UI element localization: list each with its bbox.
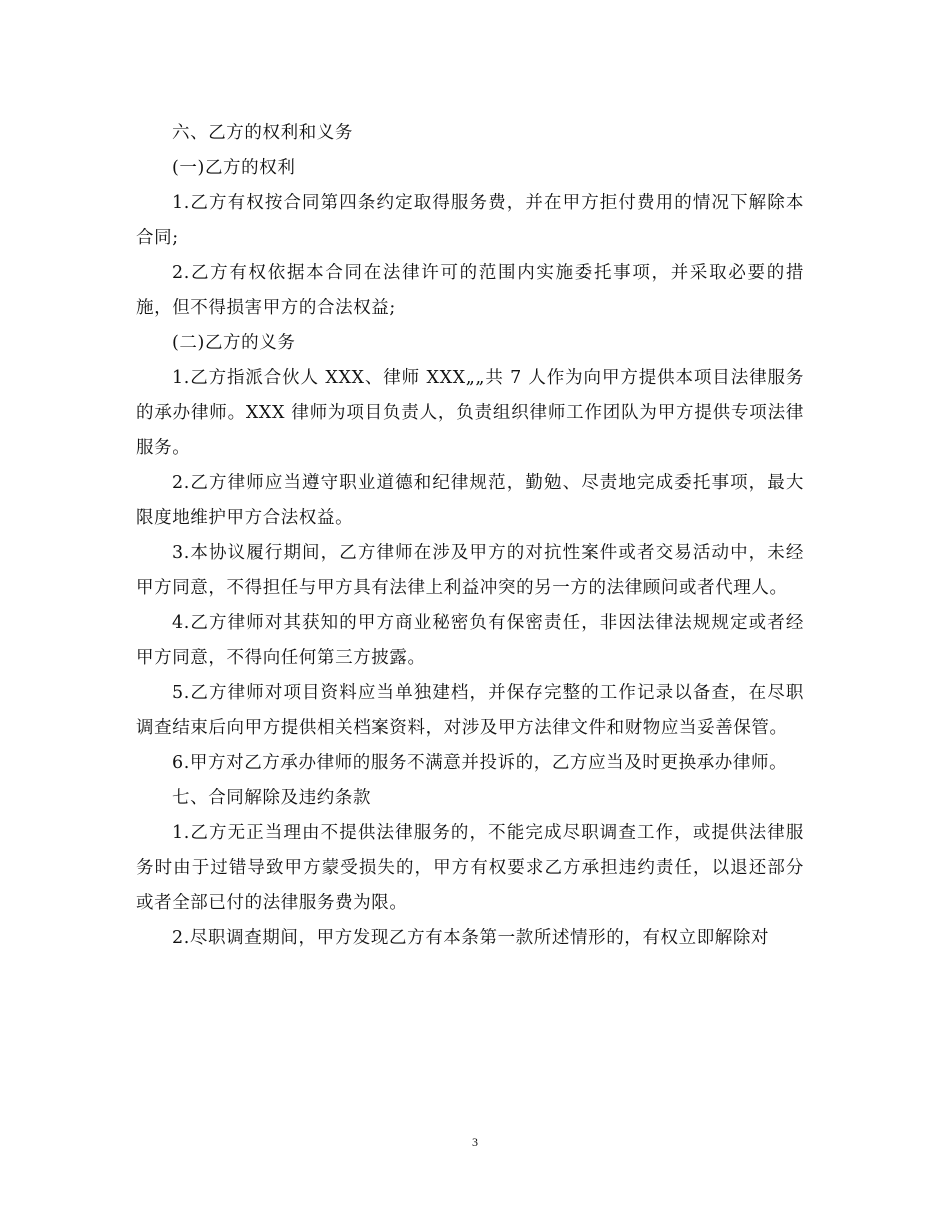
obligations-clause-5: 5.乙方律师对项目资料应当单独建档，并保存完整的工作记录以备查，在尽职调查结束后向甲方提供相关档案资料，对涉及甲方法律文件和财物应当妥善保管。 [136,683,804,738]
page-number: 3 [472,1135,478,1149]
termination-clause-2: 2.尽职调查期间，甲方发现乙方有本条第一款所述情形的，有权立即解除对 [172,928,770,948]
obligations-clause-4: 4.乙方律师对其获知的甲方商业秘密负有保密责任，非因法律法规规定或者经甲方同意，不得向任何第三方披露。 [136,613,804,668]
obligations-clause-6: 6.甲方对乙方承办律师的服务不满意并投诉的，乙方应当及时更换承办律师。 [172,753,788,773]
obligations-clause-1: 1.乙方指派合伙人 XXX、律师 XXX„„共 7 人作为向甲方提供本项目法律服务的承办律师。XXX 律师为项目负责人，负责组织律师工作团队为甲方提供专项法律服务。 [136,368,804,458]
rights-clause-2: 2.乙方有权依据本合同在法律许可的范围内实施委托事项，并采取必要的措施，但不得损害甲方的合法权益; [136,263,804,318]
rights-clause-1: 1.乙方有权按合同第四条约定取得服务费，并在甲方拒付费用的情况下解除本合同; [136,193,804,248]
subsection-heading-obligations: (二)乙方的义务 [172,333,296,353]
document-body [136,116,804,956]
subsection-heading-rights: (一)乙方的权利 [172,158,296,178]
section-heading-7: 七、合同解除及违约条款 [172,788,372,808]
obligations-clause-2: 2.乙方律师应当遵守职业道德和纪律规范，勤勉、尽责地完成委托事项，最大限度地维护甲方合法权益。 [136,473,804,528]
termination-clause-1: 1.乙方无正当理由不提供法律服务的，不能完成尽职调查工作，或提供法律服务时由于过错导致甲方蒙受损失的，甲方有权要求乙方承担违约责任，以退还部分或者全部已付的法律服务费为限。 [136,823,804,913]
section-heading-6: 六、乙方的权利和义务 [172,123,353,143]
obligations-clause-3: 3.本协议履行期间，乙方律师在涉及甲方的对抗性案件或者交易活动中，未经甲方同意，不得担任与甲方具有法律上利益冲突的另一方的法律顾问或者代理人。 [136,543,804,598]
